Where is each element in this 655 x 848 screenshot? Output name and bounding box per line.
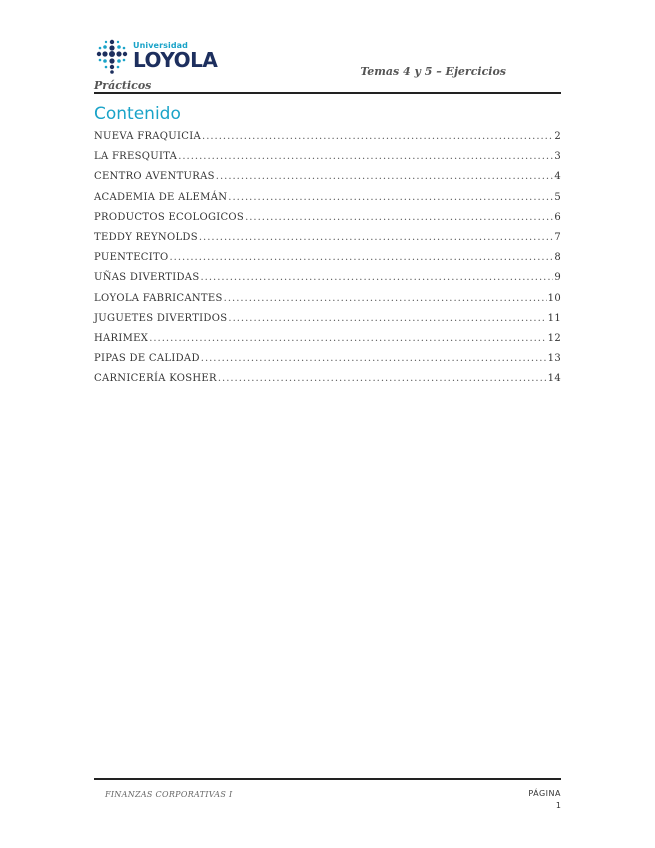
header-title: Temas 4 y 5 – Ejercicios	[360, 65, 506, 78]
footer-course-name: FINANZAS CORPORATIVAS I	[105, 790, 233, 799]
toc-entry-title: HARIMEX	[94, 332, 149, 344]
toc-entry-page: 13	[547, 353, 561, 365]
toc-entry-page: 12	[547, 332, 561, 344]
toc-dot-leader	[216, 171, 554, 182]
toc-dot-leader	[224, 293, 547, 304]
header-subtitle: Prácticos	[94, 79, 152, 92]
toc-entry-page: 8	[554, 252, 561, 264]
toc-entry-page: 14	[547, 373, 561, 385]
header-divider	[94, 92, 561, 94]
toc-dot-leader	[245, 212, 553, 223]
toc-dot-leader	[169, 252, 553, 263]
toc-entry[interactable]	[94, 151, 561, 171]
toc-entry-title: UÑAS DIVERTIDAS	[94, 272, 200, 284]
toc-dot-leader	[178, 151, 553, 162]
toc-entry[interactable]	[94, 171, 561, 191]
toc-entry[interactable]	[94, 131, 561, 151]
toc-dot-leader	[200, 272, 553, 283]
toc-entry[interactable]	[94, 333, 561, 353]
toc-dot-leader	[218, 373, 547, 384]
toc-entry-title: PUENTECITO	[94, 252, 169, 264]
toc-entry-title: LA FRESQUITA	[94, 151, 178, 163]
toc-entry-title: PRODUCTOS ECOLOGICOS	[94, 211, 245, 223]
toc-entry-page: 10	[547, 292, 561, 304]
toc-dot-leader	[202, 131, 553, 142]
toc-entry-page: 6	[554, 211, 561, 223]
logo-wordmark: LOYOLA	[133, 48, 218, 72]
toc-entry[interactable]	[94, 252, 561, 272]
toc-entry-page: 2	[554, 131, 561, 142]
logo-small-text: Universidad	[133, 41, 188, 50]
toc-dot-leader	[228, 192, 553, 203]
toc-entry-title: PIPAS DE CALIDAD	[94, 353, 200, 365]
toc-entry-page: 7	[554, 231, 561, 243]
toc-entry[interactable]	[94, 212, 561, 232]
logo-cross-icon	[94, 38, 130, 76]
toc-entry-title: CENTRO AVENTURAS	[94, 171, 215, 183]
toc-entry[interactable]	[94, 353, 561, 373]
toc-entry-title: LOYOLA FABRICANTES	[94, 292, 223, 304]
footer-page-number: 1	[555, 801, 561, 810]
footer-page-label: PÁGINA	[528, 789, 561, 798]
toc-entry-page: 9	[554, 272, 561, 284]
toc-entry[interactable]	[94, 373, 561, 393]
toc-entry-page: 11	[547, 312, 561, 324]
toc-dot-leader	[149, 333, 546, 344]
toc-entry-title: JUGUETES DIVERTIDOS	[94, 312, 228, 324]
toc-entry[interactable]	[94, 232, 561, 252]
table-of-contents	[94, 131, 561, 393]
toc-entry[interactable]	[94, 313, 561, 333]
toc-dot-leader	[199, 232, 553, 243]
toc-dot-leader	[201, 353, 547, 364]
toc-entry[interactable]	[94, 272, 561, 292]
university-logo	[94, 38, 218, 78]
footer-divider	[94, 778, 561, 780]
toc-entry-title: NUEVA FRAQUICIA	[94, 131, 202, 142]
toc-dot-leader	[228, 313, 546, 324]
toc-entry-page: 3	[554, 151, 561, 163]
toc-entry[interactable]	[94, 293, 561, 313]
toc-entry-title: TEDDY REYNOLDS	[94, 231, 198, 243]
toc-entry-title: CARNICERÍA KOSHER	[94, 373, 217, 385]
toc-entry-page: 5	[554, 191, 561, 203]
toc-entry-page: 4	[554, 171, 561, 183]
toc-heading: Contenido	[94, 104, 181, 124]
toc-entry-title: ACADEMIA DE ALEMÁN	[94, 191, 228, 203]
toc-entry[interactable]	[94, 192, 561, 212]
